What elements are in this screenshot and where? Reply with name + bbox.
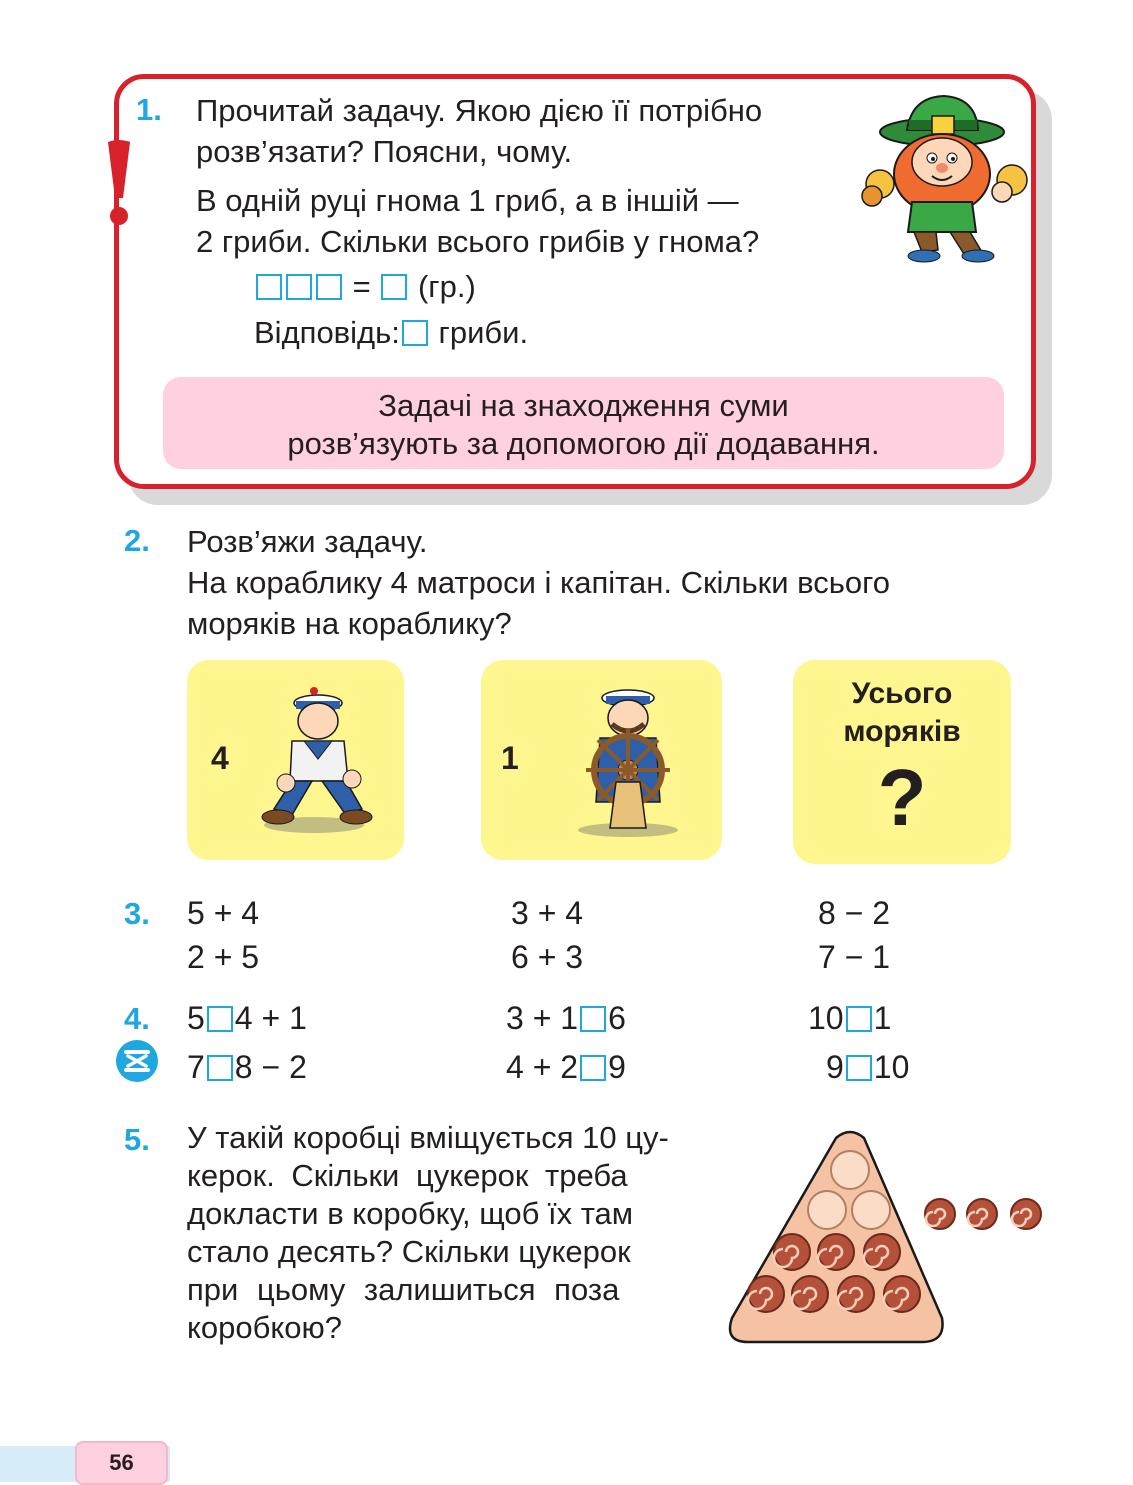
task5-text (187, 1119, 787, 1347)
rule-line1: Задачі на знаходження суми (378, 388, 789, 423)
task4-row-2-col-3 (826, 1047, 909, 1087)
task2-line2: На кораблику 4 матроси і капітан. Скільки всього (187, 565, 891, 600)
task4-row-1-col-3 (808, 998, 891, 1038)
total-label-line2: моряків (843, 715, 961, 748)
task3-column-3 (818, 893, 890, 977)
task5-number: 5. (124, 1122, 150, 1157)
gnome-icon (852, 92, 1034, 264)
compare-box[interactable] (207, 1006, 233, 1032)
expression: 5 + 4 (187, 895, 260, 931)
sailor-icon (252, 685, 378, 840)
equals-sign: = (352, 269, 371, 304)
expression-right: 9 (608, 1049, 626, 1085)
answer-unit: гриби. (438, 315, 529, 350)
task3-column-1 (187, 893, 259, 977)
expression-left: 4 + 2 (506, 1049, 579, 1085)
expression: 2 + 5 (187, 939, 260, 975)
task5-line: керок. Скільки цукерок треба (187, 1158, 628, 1193)
task5-line: докласти в коробку, щоб їх там (187, 1196, 634, 1231)
expression-left: 7 (187, 1049, 205, 1085)
task1-line2: розв’язати? Поясни, чому. (196, 134, 573, 169)
expression: 3 + 4 (511, 895, 584, 931)
rule-line2: розв’язують за допомогою дії додавання. (287, 426, 880, 461)
answer-label: Відповідь: (254, 315, 400, 350)
expression-left: 10 (808, 1000, 844, 1036)
exclamation-icon (104, 138, 134, 228)
task4-row-1-col-2 (506, 998, 626, 1038)
expression: 7 − 1 (818, 939, 891, 975)
task1-line3: В одній руці гнома 1 гриб, а в іншій — (196, 183, 739, 218)
expression-left: 3 + 1 (506, 1000, 579, 1036)
task5-line: стало десять? Скільки цукерок (187, 1234, 631, 1269)
compare-box[interactable] (207, 1055, 233, 1081)
answer-box[interactable] (381, 274, 407, 300)
task2-number: 2. (124, 523, 150, 558)
compare-box[interactable] (580, 1055, 606, 1081)
task1-text (196, 90, 856, 262)
task5-line: У такій коробці вміщується 10 цу- (187, 1120, 669, 1155)
task2-line3: моряків на кораблику? (187, 606, 512, 641)
task2-text (187, 521, 1047, 644)
answer-box[interactable] (316, 274, 342, 300)
task1-answer (254, 312, 528, 353)
unit-label: (гр.) (417, 269, 476, 304)
task4-number: 4. (124, 1001, 150, 1036)
sailors-count: 4 (211, 740, 229, 776)
expression-right: 10 (873, 1049, 910, 1085)
expression-right: 8 − 2 (234, 1049, 307, 1085)
task3-number: 3. (124, 896, 150, 931)
task1-equation (254, 266, 476, 307)
task4-row-2-col-2 (506, 1047, 626, 1087)
compare-box[interactable] (580, 1006, 606, 1032)
question-mark: ? (877, 753, 927, 842)
task3-column-2 (511, 893, 583, 977)
total-label-line1: Усього (851, 677, 953, 710)
expression: 6 + 3 (511, 939, 584, 975)
captain-icon (570, 682, 688, 842)
task4-row-2-col-1 (187, 1047, 307, 1087)
task2-line1: Розв’яжи задачу. (187, 524, 428, 559)
expression-right: 1 (873, 1000, 892, 1036)
task1-line1: Прочитай задачу. Якою дією її потрібно (196, 93, 763, 128)
expression-right: 6 (608, 1000, 626, 1036)
compare-box[interactable] (846, 1006, 872, 1032)
expression-left: 9 (826, 1049, 844, 1085)
compare-box[interactable] (846, 1055, 872, 1081)
scissors-compare-icon (114, 1038, 160, 1084)
task5-line: при цьому залишиться поза (187, 1272, 620, 1307)
expression: 8 − 2 (818, 895, 891, 931)
page-number: 56 (75, 1441, 168, 1485)
candy-box-illustration (724, 1128, 1054, 1350)
task1-number: 1. (136, 92, 162, 127)
total-card (793, 660, 1011, 864)
task1-line4: 2 гриби. Скільки всього грибів у гнома? (196, 224, 760, 259)
answer-box[interactable] (256, 274, 282, 300)
expression-right: 4 + 1 (234, 1000, 307, 1036)
captain-count: 1 (501, 740, 519, 776)
rule-box (163, 377, 1004, 469)
expression-left: 5 (187, 1000, 205, 1036)
answer-box[interactable] (402, 320, 428, 346)
task5-line: коробкою? (187, 1310, 343, 1345)
task4-row-1-col-1 (187, 998, 307, 1038)
answer-box[interactable] (286, 274, 312, 300)
